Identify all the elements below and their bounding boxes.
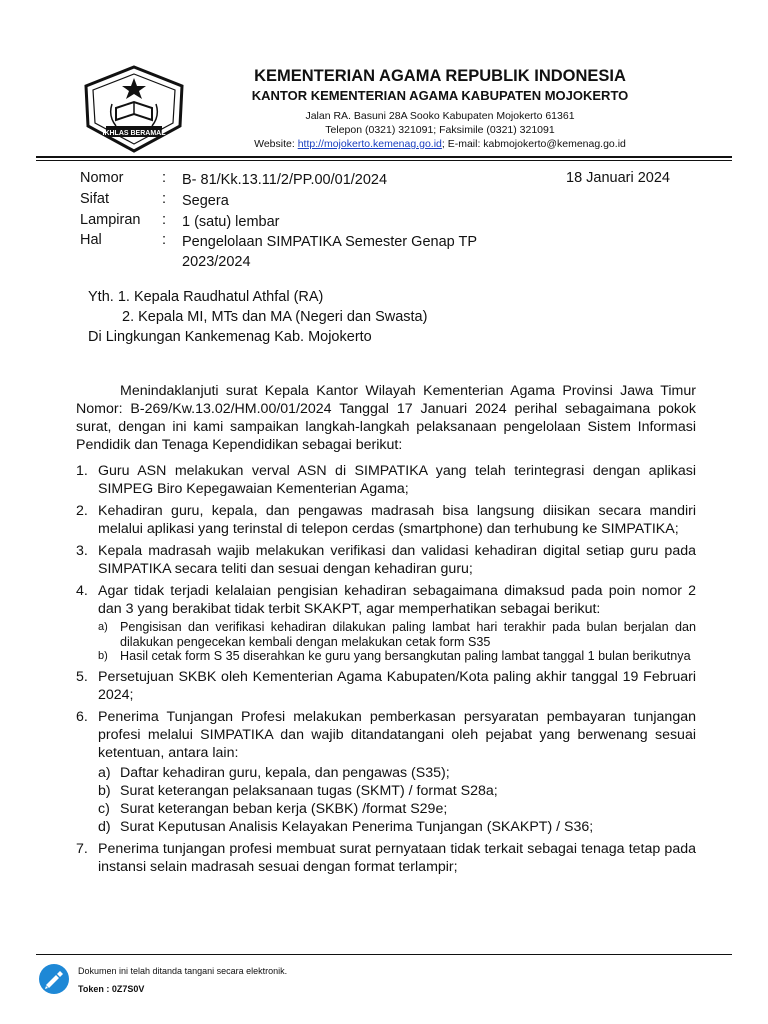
sub-item-text: Daftar kehadiran guru, kepala, dan pengawas (S35); <box>120 765 450 782</box>
meta-hal <box>80 232 700 272</box>
signature-token: Token : 0Z7S0V <box>78 984 145 994</box>
sub-item-letter: c) <box>98 801 110 818</box>
addressee-location: Di Lingkungan Kankemenag Kab. Mojokerto <box>88 329 372 345</box>
sub-list-item <box>98 764 696 782</box>
colon: : <box>162 212 167 228</box>
item-number: 3. <box>76 543 88 560</box>
list-item <box>76 840 696 876</box>
e-signature-icon <box>38 963 70 995</box>
office-contact <box>160 138 720 150</box>
nomor-value: B- 81/Kk.13.11/2/PP.00/01/2024 <box>182 172 388 188</box>
office-address: Jalan RA. Basuni 28A Sooko Kabupaten Mojokerto 61361 <box>305 110 575 122</box>
lampiran-value: 1 (satu) lembar <box>182 214 280 230</box>
sub-item-letter: a) <box>98 621 108 634</box>
sub-item-letter: b) <box>98 650 108 663</box>
item-text: Penerima tunjangan profesi membuat surat pernyataan tidak terkait sebagai tenaga tetap pada instansi selain madrasah sesuai dengan format terlampir; <box>98 841 696 876</box>
sub-list <box>98 764 696 836</box>
email-text: ; E-mail: kabmojokerto@kemenag.go.id <box>441 138 626 150</box>
sub-list-item <box>98 800 696 818</box>
sub-item-text: Hasil cetak form S 35 diserahkan ke guru yang bersangkutan paling lambat tanggal 1 bulan berikutnya <box>120 649 691 664</box>
letter-date: 18 Januari 2024 <box>566 170 670 186</box>
sifat-label: Sifat <box>80 191 110 207</box>
instruction-list <box>76 462 696 880</box>
item-text: Guru ASN melakukan verval ASN di SIMPATIKA yang telah terintegrasi dengan aplikasi SIMPEG Biro Kepegawaian Kementerian Agama; <box>98 463 696 498</box>
hal-value: Pengelolaan SIMPATIKA Semester Genap TP 2023/2024 <box>182 234 477 270</box>
intro-paragraph: Menindaklanjuti surat Kepala Kantor Wilayah Kementerian Agama Provinsi Jawa Timur Nomor: B-269/Kw.13.02/HM.00/01/2024 Tanggal 17 Januari 2024 perihal sebagaimana pokok surat, dengan ini kami sampaikan langkah-langkah pelaksanaan pengelolaan Sistem Informasi Pendidik dan Tenaga Kependidikan sebagai berikut: <box>76 383 696 454</box>
list-item <box>76 502 696 538</box>
item-text: Penerima Tunjangan Profesi melakukan pemberkasan persyaratan pembayaran tunjangan profesi melalui SIMPATIKA dan wajib ditandatangani oleh pejabat yang berwenang sesuai ketentuan, antara lain: <box>98 709 696 762</box>
item-text: Persetujuan SKBK oleh Kementerian Agama Kabupaten/Kota paling akhir tanggal 19 Februari 2024; <box>98 669 696 704</box>
office-phone: Telepon (0321) 321091; Faksimile (0321) 321091 <box>325 124 555 136</box>
item-text: Kehadiran guru, kepala, dan pengawas madrasah bisa langsung diisikan secara mandiri melalui aplikasi yang terinstal di telepon cerdas (smartphone) dan terhubung ke SIMPATIKA; <box>98 503 696 538</box>
sub-item-text: Surat keterangan beban kerja (SKBK) /format S29e; <box>120 801 448 818</box>
colon: : <box>162 232 167 248</box>
letterhead-rule-thin <box>36 160 732 161</box>
sub-item-text: Pengisisan dan verifikasi kehadiran dilakukan paling lambat hari terakhir pada bulan berjalan dan dilakukan pengecekan kembali dengan melakukan cetak form S35 <box>120 620 696 649</box>
sub-list-item <box>98 649 696 664</box>
item-number: 6. <box>76 709 88 726</box>
letterhead-rule-thick <box>36 156 732 158</box>
item-number: 5. <box>76 669 88 686</box>
list-item <box>76 542 696 578</box>
item-number: 2. <box>76 503 88 520</box>
item-text: Kepala madrasah wajib melakukan verifikasi dan validasi kehadiran digital setiap guru pada SIMPATIKA secara teliti dan sesuai dengan kehadiran guru; <box>98 543 696 578</box>
lampiran-label: Lampiran <box>80 212 141 228</box>
meta-sifat <box>80 191 700 211</box>
meta-lampiran <box>80 212 700 232</box>
hal-label: Hal <box>80 232 102 248</box>
item-number: 4. <box>76 583 88 600</box>
sub-list-item <box>98 818 696 836</box>
item-number: 1. <box>76 463 88 479</box>
addressee-line-2: 2. Kepala MI, MTs dan MA (Negeri dan Swasta) <box>122 309 428 325</box>
list-item <box>76 582 696 664</box>
addressee-line-1: Yth. 1. Kepala Raudhatul Athfal (RA) <box>88 289 324 305</box>
colon: : <box>162 170 167 186</box>
item-number: 7. <box>76 841 88 858</box>
item-text: Agar tidak terjadi kelalaian pengisian kehadiran sebagaimana dimaksud pada poin nomor 2 dan 3 yang berakibat tidak terbit SKAKPT, agar memperhatikan sebagai berikut: <box>98 583 696 618</box>
colon: : <box>162 191 167 207</box>
office-name: KANTOR KEMENTERIAN AGAMA KABUPATEN MOJOKERTO <box>251 88 629 103</box>
sifat-value: Segera <box>182 193 229 209</box>
ministry-name: KEMENTERIAN AGAMA REPUBLIK INDONESIA <box>254 67 626 85</box>
list-item <box>76 668 696 704</box>
sub-item-letter: b) <box>98 783 111 800</box>
sub-item-letter: d) <box>98 819 111 836</box>
sub-list <box>98 620 696 664</box>
sub-list-item <box>98 620 696 649</box>
logo-motto: IKHLAS BERAMAL <box>102 130 166 137</box>
list-item <box>76 462 696 498</box>
website-label: Website: <box>254 138 298 150</box>
nomor-label: Nomor <box>80 170 124 186</box>
website-link[interactable]: http://mojokerto.kemenag.go.id <box>297 138 442 150</box>
footer-rule <box>36 954 732 955</box>
list-item <box>76 708 696 836</box>
sub-item-text: Surat Keputusan Analisis Kelayakan Penerima Tunjangan (SKAKPT) / S36; <box>120 819 594 836</box>
sub-item-letter: a) <box>98 765 111 782</box>
sub-list-item <box>98 782 696 800</box>
e-signature-note: Dokumen ini telah ditanda tangani secara elektronik. <box>78 966 288 976</box>
sub-item-text: Surat keterangan pelaksanaan tugas (SKMT) / format S28a; <box>120 783 498 800</box>
